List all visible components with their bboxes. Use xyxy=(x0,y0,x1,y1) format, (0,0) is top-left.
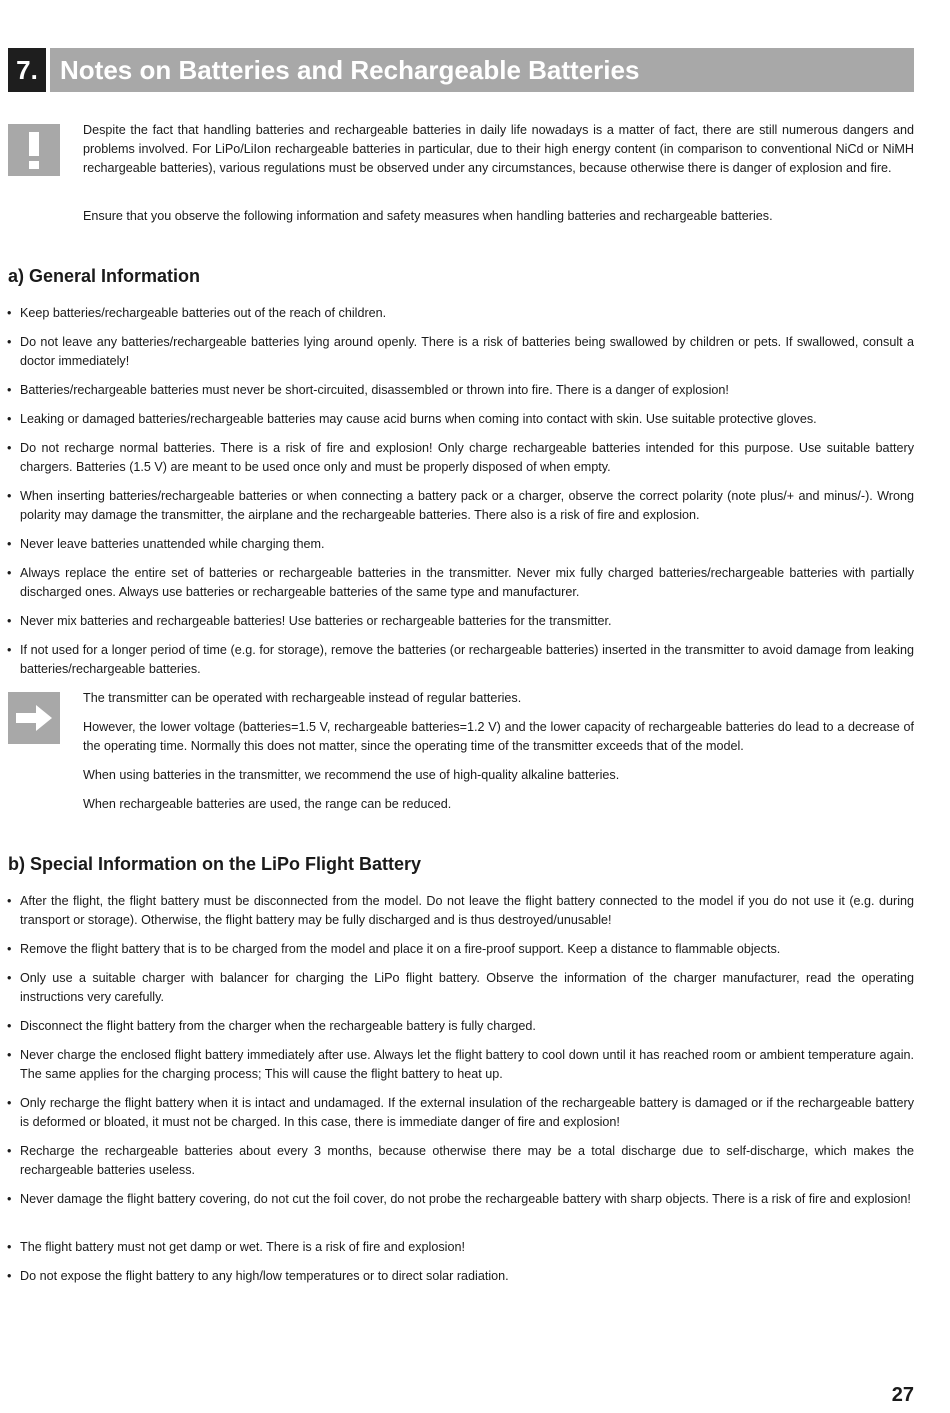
section-b-title: b) Special Information on the LiPo Flight Battery xyxy=(8,854,422,874)
list-item: • Disconnect the flight battery from the charger when the rechargeable battery is fully charged. xyxy=(20,1017,914,1036)
list-item: • Leaking or damaged batteries/rechargeable batteries may cause acid burns when coming into contact with skin. Use suitable protective gloves. xyxy=(20,410,914,429)
list-item: • Do not leave any batteries/rechargeable batteries lying around openly. There is a risk of batteries being swallowed by children or pets. If swallowed, consult a doctor immediately! xyxy=(20,333,914,371)
list-item: • Only recharge the flight battery when it is intact and undamaged. If the external insulation of the rechargeable battery is damaged or if the rechargeable battery is deformed or bloated, it must not be charged. In this case, there is immediate danger of fire and explosion! xyxy=(20,1094,914,1132)
note-paragraph: When rechargeable batteries are used, the range can be reduced. xyxy=(83,797,452,811)
list-item: • Do not expose the flight battery to any high/low temperatures or to direct solar radiation. xyxy=(20,1267,914,1286)
note-paragraph: The transmitter can be operated with rechargeable instead of regular batteries. xyxy=(83,691,522,705)
list-item: • Always replace the entire set of batteries or rechargeable batteries in the transmitter. Never mix fully charged batteries/rechargeable batteries with partially discharged ones. Always use batteries or rechargeable batteries of the same type and manufacturer. xyxy=(20,564,914,602)
list-item: • Recharge the rechargeable batteries about every 3 months, because otherwise there may be a total discharge due to self-discharge, which makes the rechargeable batteries useless. xyxy=(20,1142,914,1180)
section-a-title: a) General Information xyxy=(8,266,201,286)
list-item: • When inserting batteries/rechargeable batteries or when connecting a battery pack or a charger, observe the correct polarity (note plus/+ and minus/-). Wrong polarity may damage the transmitter, the airplane and the rechargeable batteries. There also is a risk of fire and explosion. xyxy=(20,487,914,525)
arrow-right-icon xyxy=(8,692,60,744)
list-item: • Never mix batteries and rechargeable batteries! Use batteries or rechargeable batteries for the transmitter. xyxy=(20,612,914,631)
note-paragraph: When using batteries in the transmitter, we recommend the use of high-quality alkaline batteries. xyxy=(83,768,620,782)
section-header xyxy=(8,48,914,92)
section-number: 7. xyxy=(8,48,46,92)
list-item: • Never damage the flight battery covering, do not cut the foil cover, do not probe the rechargeable battery with sharp objects. There is a risk of fire and explosion! xyxy=(20,1190,914,1209)
list-item: • Never leave batteries unattended while charging them. xyxy=(20,535,914,554)
list-item: • Batteries/rechargeable batteries must never be short-circuited, disassembled or thrown into fire. There is a danger of explosion! xyxy=(20,381,914,400)
section-title: Notes on Batteries and Rechargeable Batteries xyxy=(50,48,914,92)
list-item: • Never charge the enclosed flight battery immediately after use. Always let the flight battery to cool down until it has reached room or ambient temperature again. The same applies for the charging process; This will cause the flight battery to heat up. xyxy=(20,1046,914,1084)
intro-paragraph: Ensure that you observe the following information and safety measures when handling batteries and rechargeable batteries. xyxy=(83,209,773,223)
list-item: • Only use a suitable charger with balancer for charging the LiPo flight battery. Observe the information of the charger manufacturer, read the operating instructions very carefully. xyxy=(20,969,914,1007)
note-paragraph: However, the lower voltage (batteries=1.5 V, rechargeable batteries=1.2 V) and the lower capacity of rechargeable batteries do lead to a decrease of the operating time. Normally this does not matter, since the operating time of the transmitter exceeds that of the model. xyxy=(83,720,914,753)
list-item: • The flight battery must not get damp or wet. There is a risk of fire and explosion! xyxy=(20,1238,914,1257)
list-item: • Keep batteries/rechargeable batteries out of the reach of children. xyxy=(20,304,914,323)
exclamation-icon xyxy=(8,124,60,176)
list-item: • Do not recharge normal batteries. There is a risk of fire and explosion! Only charge rechargeable batteries intended for this purpose. Use suitable battery chargers. Batteries (1.5 V) are meant to be used once only and must be properly disposed of when empty. xyxy=(20,439,914,477)
intro-paragraph: Despite the fact that handling batteries and rechargeable batteries in daily life nowadays is a matter of fact, there are still numerous dangers and problems involved. For LiPo/LiIon rechargeable batteries in particular, due to their high energy content (in comparison to conventional NiCd or NiMH rechargeable batteries), various regulations must be observed under any circumstances, because otherwise there is danger of explosion and fire. xyxy=(83,123,914,175)
page-number: 27 xyxy=(891,1384,914,1406)
list-item: • Remove the flight battery that is to be charged from the model and place it on a fire-proof support. Keep a distance to flammable objects. xyxy=(20,940,914,959)
list-item: • After the flight, the flight battery must be disconnected from the model. Do not leave the flight battery connected to the model if you do not use it (e.g. during transport or storage). Otherwise, the flight battery may be fully discharged and is thus destroyed/unusable! xyxy=(20,892,914,930)
list-item: • If not used for a longer period of time (e.g. for storage), remove the batteries (or rechargeable batteries) inserted in the transmitter to avoid damage from leaking batteries/rechargeable batteries. xyxy=(20,641,914,679)
